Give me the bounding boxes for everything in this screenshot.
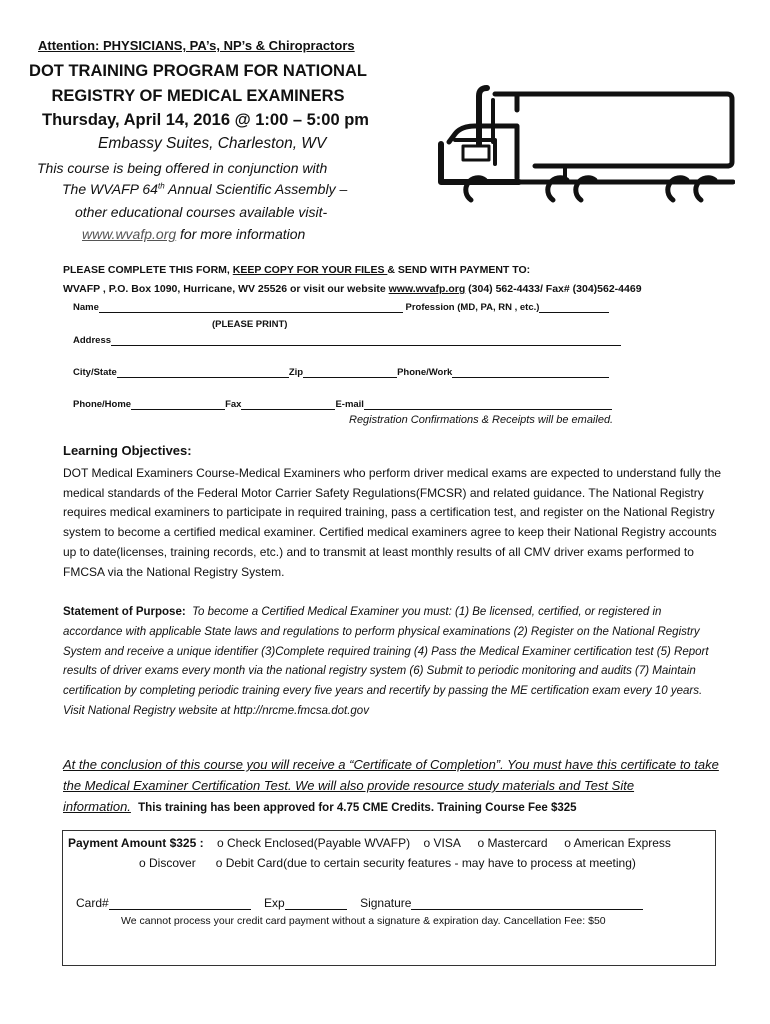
website-link-2[interactable]: www.wvafp.org [388,283,466,295]
phone-home-field[interactable] [131,399,225,410]
name-field[interactable] [99,302,403,313]
title-line-2: REGISTRY OF MEDICAL EXAMINERS [51,87,345,105]
payment-amount: Payment Amount $325 : [68,836,204,850]
card-row: Card# Exp Signature [76,896,643,910]
please-print: (PLEASE PRINT) [212,319,288,330]
learning-objectives-body: DOT Medical Examiners Course-Medical Examiners who perform driver medical exams are expected to understand fully the medical standards of the Federal Motor Carrier Safety Regulations(FMCSR) and related guidance. The National Registry requires medical examiners to participate in required training, pass a certification test, and register on the National Registry system to become a certified medical examiner. Certified medical examiners agree to keep their National Registry accounts up to date(licenses, training records, etc.) and to transmit at least monthly results of all CMV driver exams performed to FMCSA via the National Registry System. [63,466,722,579]
exp-field[interactable] [285,897,347,910]
option-mastercard[interactable]: o Mastercard [477,836,548,850]
registration-note: Registration Confirmations & Receipts will be emailed. [349,414,614,426]
card-number-field[interactable] [109,897,251,910]
statement-of-purpose: Statement of Purpose: To become a Certified Medical Examiner you must: (1) Be licensed, certified, or registered in accordance with applicable State laws and regulations to perform physical examinations (2) Register on the National Registry System and receive a unique identifier (3)Complete required training (4) Pass the Medical Examiner certification test (5) Report results of driver exams every month via the national registry system (6) Submit to periodic monitoring and audits (7) Maintain certification by completing periodic training every five years and recertify by passing the ME certification exam every 10 years. Visit National Registry website at http://nrcme.fmcsa.dot.gov [63,606,709,717]
name-row: Name Profession (MD, PA, RN , etc.) [73,302,609,313]
truck-icon [435,82,735,204]
zip-field[interactable] [303,367,397,378]
address-field[interactable] [111,335,621,346]
payment-note: We cannot process your credit card payment without a signature & expiration day. Cancellation Fee: $50 [121,915,606,927]
email-field[interactable] [364,399,612,410]
conjunction-line-3: other educational courses available visit- [75,204,328,220]
option-debit[interactable]: o Debit Card(due to certain security features - may have to process at meeting) [215,856,636,870]
city-field[interactable] [117,367,289,378]
fax-field[interactable] [241,399,335,410]
phone-work-field[interactable] [452,367,609,378]
form-instructions: PLEASE COMPLETE THIS FORM, KEEP COPY FOR YOUR FILES & SEND WITH PAYMENT TO: [63,264,531,276]
option-visa[interactable]: o VISA [423,836,461,850]
event-date-time: Thursday, April 14, 2016 @ 1:00 – 5:00 pm [42,111,369,129]
option-discover[interactable]: o Discover [139,856,196,870]
conclusion-paragraph: At the conclusion of this course you will receive a “Certificate of Completion”. You must have this certificate to take the Medical Examiner Certification Test. We will also provide resource study materials and Test Site information. This training has been approved for 4.75 CME Credits. Training Course Fee $325 [63,757,719,814]
address-row: Address [73,335,621,346]
mailing-address: WVAFP , P.O. Box 1090, Hurricane, WV 25526 or visit our website www.wvafp.org (304) 562-4433/ Fax# (304)562-4469 [63,283,642,295]
title-line-1: DOT TRAINING PROGRAM FOR NATIONAL [29,62,367,80]
conjunction-line-1: This course is being offered in conjunction with [37,160,328,176]
conjunction-line-4: www.wvafp.org for more information [82,226,306,242]
option-amex[interactable]: o American Express [564,836,671,850]
profession-field[interactable] [539,302,609,313]
option-check[interactable]: o Check Enclosed(Payable WVAFP) [216,836,411,850]
phone-row: Phone/Home Fax E-mail [73,399,612,410]
website-link[interactable]: www.wvafp.org [82,226,177,242]
signature-field[interactable] [411,897,643,910]
event-venue: Embassy Suites, Charleston, WV [98,135,327,152]
conjunction-line-2: The WVAFP 64th Annual Scientific Assembly – [62,181,348,197]
payment-row-2 [139,856,636,870]
attention-line: Attention: PHYSICIANS, PA’s, NP’s & Chiropractors [38,38,355,53]
learning-objectives-heading: Learning Objectives: [63,443,192,458]
city-row: City/State Zip Phone/Work [73,367,609,378]
payment-row-1 [68,836,671,850]
